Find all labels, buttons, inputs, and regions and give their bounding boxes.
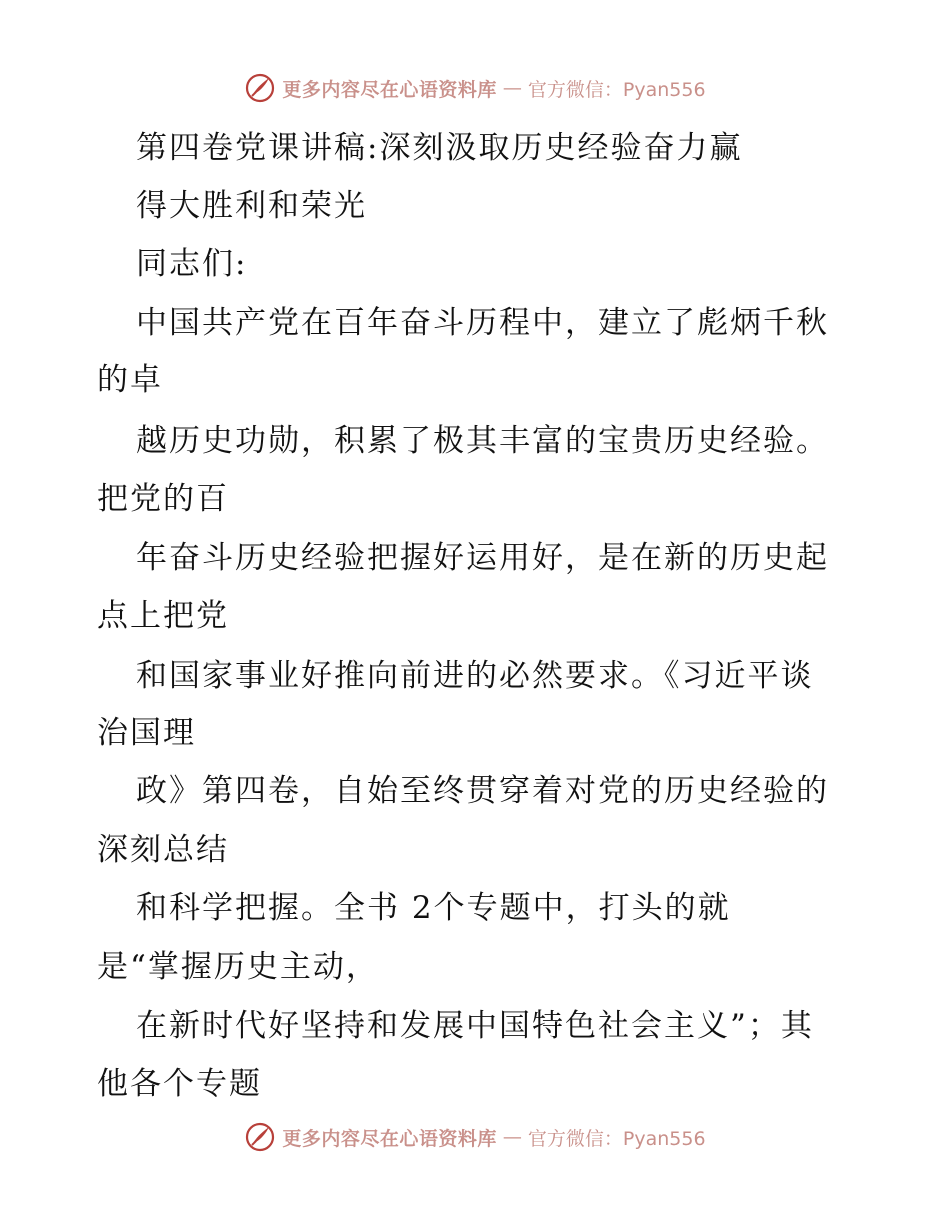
watermark-text: 更多内容尽在心语资料库 bbox=[282, 78, 497, 101]
doc-line: 点上把党 bbox=[97, 598, 229, 634]
doc-line: 治国理 bbox=[97, 715, 196, 751]
watermark-dash: — bbox=[502, 1126, 522, 1148]
quill-logo-icon bbox=[244, 72, 276, 104]
doc-line: 在新时代好坚持和发展中国特色社会主义”；其 bbox=[136, 1008, 814, 1044]
watermark-dash: — bbox=[502, 77, 522, 99]
doc-line: 他各个专题 bbox=[97, 1066, 262, 1102]
doc-title-line-1: 第四卷党课讲稿:深刻汲取历史经验奋力赢 bbox=[136, 130, 743, 166]
doc-line: 越历史功勋，积累了极其丰富的宝贵历史经验。 bbox=[136, 423, 829, 459]
doc-line: 深刻总结 bbox=[97, 832, 229, 868]
watermark-text: 更多内容尽在心语资料库 bbox=[282, 1127, 497, 1150]
watermark-wechat: 官方微信：Pyan556 bbox=[527, 78, 706, 101]
doc-line: 是“掌握历史主动， bbox=[97, 949, 379, 985]
footer-watermark bbox=[0, 1121, 950, 1153]
doc-line: 中国共产党在百年奋斗历程中，建立了彪炳千秋 bbox=[136, 305, 829, 341]
doc-line: 的卓 bbox=[97, 362, 163, 398]
doc-line: 和国家事业好推向前进的必然要求。《习近平谈 bbox=[136, 658, 814, 694]
header-watermark bbox=[0, 72, 950, 104]
doc-line: 年奋斗历史经验把握好运用好，是在新的历史起 bbox=[136, 540, 829, 576]
doc-salutation: 同志们: bbox=[136, 246, 248, 282]
doc-title-line-2: 得大胜利和荣光 bbox=[136, 188, 367, 224]
doc-line: 把党的百 bbox=[97, 481, 229, 517]
quill-logo-icon bbox=[244, 1121, 276, 1153]
doc-line: 政》第四卷，自始至终贯穿着对党的历史经验的 bbox=[136, 773, 829, 809]
watermark-wechat: 官方微信：Pyan556 bbox=[527, 1127, 706, 1150]
doc-line: 和科学把握。全书 2个专题中，打头的就 bbox=[136, 890, 731, 926]
